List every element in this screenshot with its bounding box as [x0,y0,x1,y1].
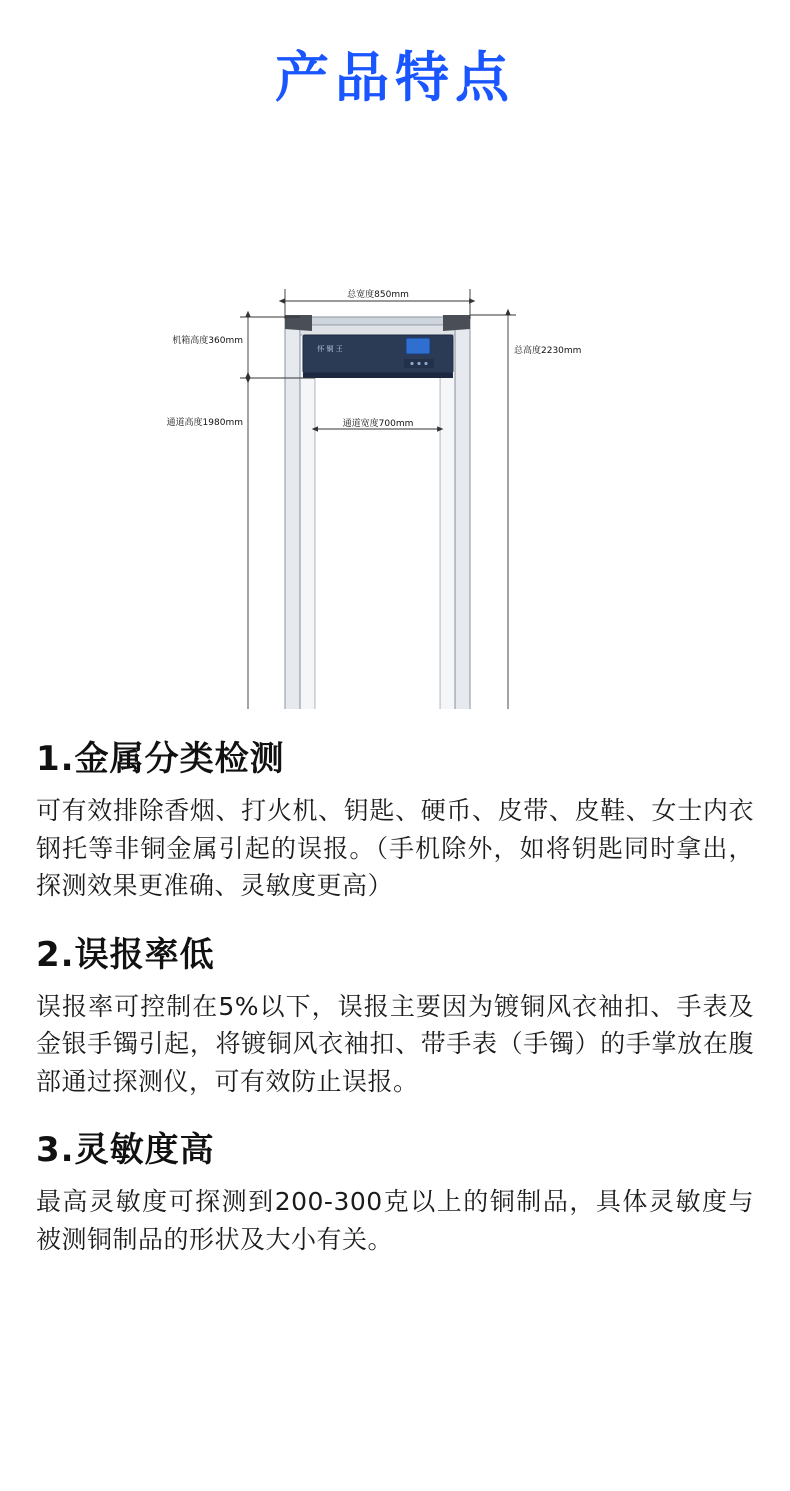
label-channel-height: 通道高度1980mm [166,418,243,429]
feature-title-3: 3.灵敏度高 [36,1130,215,1171]
top-beam-upper-face [285,317,470,325]
right-pillar-front [440,325,455,709]
keypad-dot [417,362,420,365]
left-pillar-side [285,317,300,709]
dimension-drawing-svg [0,129,790,709]
keypad-dot [424,362,427,365]
feature-body-2: 误报率可控制在5%以下，误报主要因为镀铜风衣袖扣、手表及金银手镯引起，将镀铜风衣袖扣、带手表（手镯）的手掌放在腹部通过探测仪，可有效防止误报。 [36,991,754,1096]
feature-body-3: 最高灵敏度可探测到200-300克以上的铜制品，具体灵敏度与被测铜制品的形状及大小有关。 [36,1187,754,1254]
feature-title-1: 1.金属分类检测 [36,739,285,780]
label-total-height: 总高度2230mm [514,346,582,357]
keypad-dot [410,362,413,365]
top-beam-front [300,325,455,335]
top-right-cap [443,315,470,331]
page-title: 产品特点 [275,46,515,109]
feature-block-1 [36,731,754,905]
gate-illustration [283,315,473,709]
left-pillar-front [300,325,315,709]
feature-block-3 [36,1122,754,1258]
panel-trim [303,373,453,378]
label-cabinet-height: 机箱高度360mm [172,336,243,347]
right-pillar-side [455,317,470,709]
label-channel-width: 通道宽度700mm [342,419,414,430]
display-screen [406,338,430,354]
product-dimension-diagram [0,129,790,709]
label-total-width: 总宽度850mm [347,290,409,301]
panel-brand-text: 怀 铜 王 [317,345,343,354]
features-content [0,731,790,1258]
feature-title-2: 2.误报率低 [36,934,215,975]
feature-body-1: 可有效排除香烟、打火机、钥匙、硬币、皮带、皮鞋、女士内衣钢托等非铜金属引起的误报。（手机除外，如将钥匙同时拿出，探测效果更准确、灵敏度更高） [36,796,754,901]
feature-block-2 [36,927,754,1101]
